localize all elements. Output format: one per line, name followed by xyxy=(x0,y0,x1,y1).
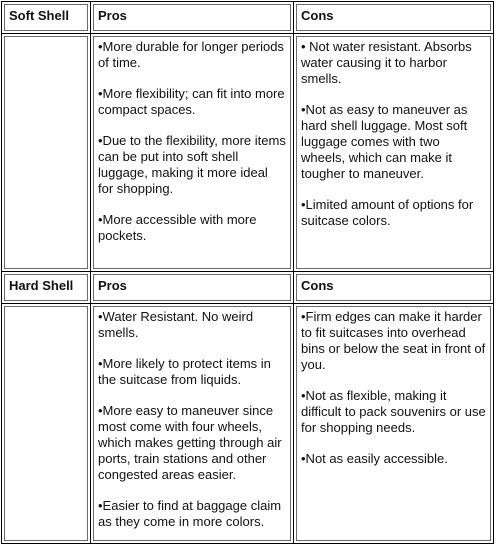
luggage-comparison-table xyxy=(1,1,494,544)
list-item: •More accessible with more pockets. xyxy=(98,212,257,243)
hard-shell-pros-cell xyxy=(93,306,291,541)
soft-shell-cons-header: Cons xyxy=(296,4,491,31)
list-item: •Water Resistant. No weird smells. xyxy=(98,309,254,340)
soft-shell-cons-cell xyxy=(296,36,491,269)
hard-shell-empty-cell xyxy=(4,306,88,541)
list-item: •More durable for longer periods of time. xyxy=(98,39,284,70)
soft-shell-pros-cell xyxy=(93,36,291,269)
soft-shell-header-row xyxy=(2,2,494,34)
soft-shell-empty-cell xyxy=(4,36,88,269)
list-item: •Firm edges can make it harder to fit suitcases into overhead bins or below the seat in front of you. xyxy=(301,309,486,372)
list-item: •More easy to maneuver since most come with four wheels, which makes getting through air ports, train stations and other congested areas easier. xyxy=(98,403,282,482)
list-item: • Not water resistant. Absorbs water causing it to harbor smells. xyxy=(301,39,472,86)
soft-shell-pros-header: Pros xyxy=(93,4,291,31)
hard-shell-pros-header: Pros xyxy=(93,274,291,301)
hard-shell-pros-list xyxy=(94,307,290,530)
hard-shell-body-row xyxy=(2,304,494,544)
list-item: •Limited amount of options for suitcase colors. xyxy=(301,197,474,228)
list-item: •More flexibility; can fit into more compact spaces. xyxy=(98,86,285,117)
list-item: •Not as flexible, making it difficult to pack souvenirs or use for shopping needs. xyxy=(301,388,486,435)
hard-shell-cons-cell xyxy=(296,306,491,541)
soft-shell-title: Soft Shell xyxy=(4,4,88,31)
hard-shell-cons-list xyxy=(297,307,490,467)
soft-shell-pros-list xyxy=(94,37,290,244)
list-item: •Due to the flexibility, more items can be put into soft shell luggage, making it more ideal for shopping. xyxy=(98,133,286,196)
soft-shell-body-row xyxy=(2,34,494,272)
list-item: •More likely to protect items in the suitcase from liquids. xyxy=(98,356,271,387)
soft-shell-cons-list xyxy=(297,37,490,229)
hard-shell-cons-header: Cons xyxy=(296,274,491,301)
hard-shell-header-row xyxy=(2,272,494,304)
list-item: •Easier to find at baggage claim as they come in more colors. xyxy=(98,498,282,529)
hard-shell-title: Hard Shell xyxy=(4,274,88,301)
list-item: •Not as easily accessible. xyxy=(301,451,448,466)
list-item: •Not as easy to maneuver as hard shell luggage. Most soft luggage comes with two wheels, which can make it tougher to maneuver. xyxy=(301,102,468,181)
